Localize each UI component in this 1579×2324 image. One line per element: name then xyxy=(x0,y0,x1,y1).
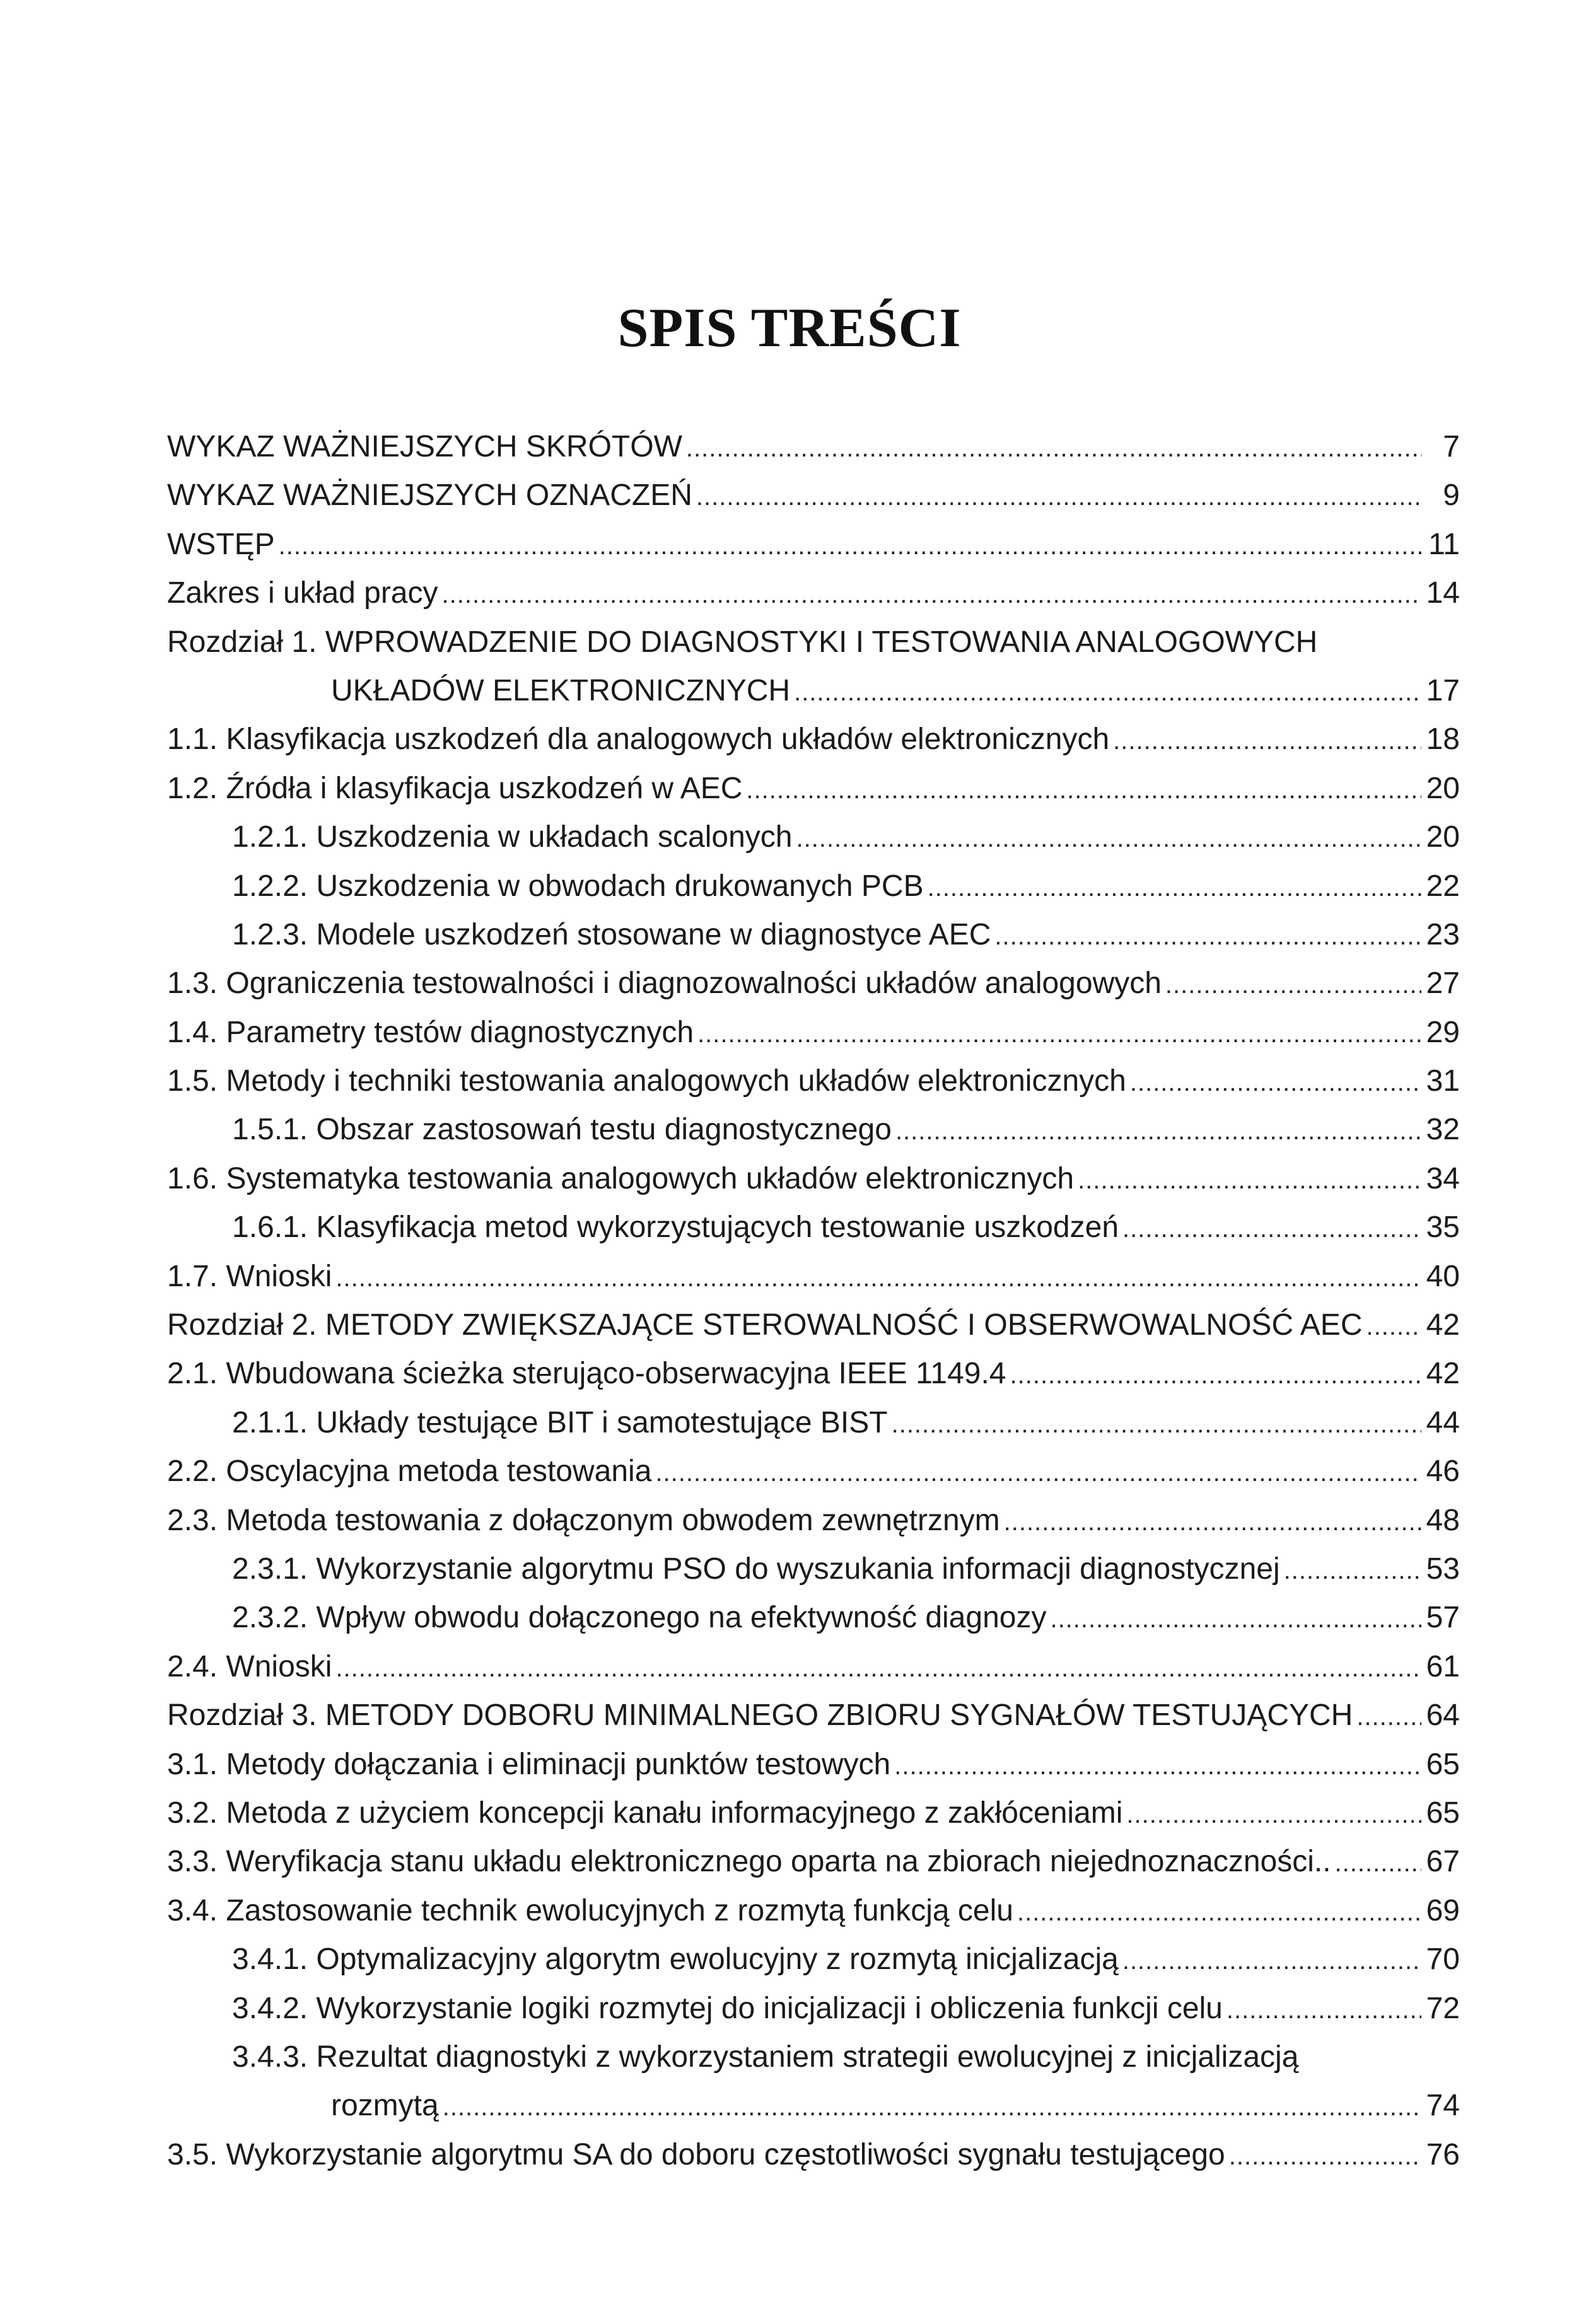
toc-entry-title: 1.1. Klasyfikacja uszkodzeń dla analogowych układów elektronicznych xyxy=(167,723,1110,757)
toc-entry xyxy=(167,569,1460,617)
toc-entry-title: Rozdział 1. WPROWADZENIE DO DIAGNOSTYKI I TESTOWANIA ANALOGOWYCH xyxy=(167,625,1318,659)
toc-entry xyxy=(167,1984,1460,2033)
toc-entry xyxy=(167,1886,1460,1935)
toc-entry-title: 2.1. Wbudowana ścieżka sterująco-obserwacyjna IEEE 1149.4 xyxy=(167,1357,1006,1391)
toc-entry xyxy=(167,2033,1460,2081)
toc-entry-page-number: 57 xyxy=(1426,1601,1460,1635)
toc-leader-dots xyxy=(696,473,1422,521)
toc-entry xyxy=(167,1837,1460,1886)
toc-entry xyxy=(167,1691,1460,1740)
toc-leader-dots xyxy=(1165,961,1421,1009)
toc-leader-dots xyxy=(1366,1303,1421,1351)
toc-entry-page-number: 61 xyxy=(1426,1649,1460,1683)
toc-entry-page-number: 65 xyxy=(1426,1747,1460,1781)
toc-entry xyxy=(167,1740,1460,1789)
toc-entry-page-number: 17 xyxy=(1426,673,1460,707)
toc-entry-page-number: 20 xyxy=(1426,771,1460,805)
toc-entry xyxy=(167,1105,1460,1154)
toc-entry-title: 3.3. Weryfikacja stanu układu elektronicznego oparta na zbiorach niejednoznaczności.. xyxy=(167,1845,1331,1879)
toc-entry xyxy=(167,1301,1460,1349)
toc-entry-page-number: 22 xyxy=(1426,869,1460,903)
toc-entry-title: 1.2.1. Uszkodzenia w układach scalonych xyxy=(232,820,793,854)
toc-leader-dots xyxy=(994,912,1421,961)
toc-entry xyxy=(167,715,1460,764)
toc-entry xyxy=(167,959,1460,1008)
toc-entry-page-number: 40 xyxy=(1426,1259,1460,1293)
toc-leader-dots xyxy=(443,2083,1421,2132)
toc-leader-dots xyxy=(1010,1351,1421,1400)
table-of-contents xyxy=(167,422,1460,2179)
toc-entry-title: 1.4. Parametry testów diagnostycznych xyxy=(167,1015,694,1049)
toc-leader-dots xyxy=(892,1400,1421,1449)
toc-entry-title: 2.3.2. Wpływ obwodu dołączonego na efektywność diagnozy xyxy=(232,1601,1047,1635)
toc-entry xyxy=(167,813,1460,861)
toc-entry-page-number: 48 xyxy=(1426,1503,1460,1537)
toc-entry xyxy=(167,1154,1460,1203)
toc-leader-dots xyxy=(1017,1888,1421,1937)
toc-entry-title: 2.4. Wnioski xyxy=(167,1649,332,1683)
toc-entry-title: 1.6.1. Klasyfikacja metod wykorzystujących testowanie uszkodzeń xyxy=(232,1211,1119,1245)
toc-entry-page-number: 76 xyxy=(1426,2137,1460,2171)
toc-leader-dots xyxy=(1126,1791,1421,1839)
toc-entry-page-number: 69 xyxy=(1426,1893,1460,1927)
toc-entry-title: 3.4.3. Rezultat diagnostyki z wykorzystaniem strategii ewolucyjnej z inicjalizacją xyxy=(232,2040,1299,2074)
toc-entry-title: 2.2. Oscylacyjna metoda testowania xyxy=(167,1455,652,1489)
toc-entry-title: WSTĘP xyxy=(167,527,275,561)
toc-entry xyxy=(167,666,1460,715)
toc-entry xyxy=(167,1057,1460,1105)
toc-entry-page-number: 14 xyxy=(1426,576,1460,610)
toc-entry xyxy=(167,520,1460,569)
toc-entry-page-number: 44 xyxy=(1426,1405,1460,1439)
toc-entry-title: WYKAZ WAŻNIEJSZYCH OZNACZEŃ xyxy=(167,479,692,513)
toc-entry xyxy=(167,1398,1460,1447)
toc-entry-title: 2.1.1. Układy testujące BIT i samotestujące BIST xyxy=(232,1405,888,1439)
toc-leader-dots xyxy=(655,1449,1421,1497)
toc-entry-page-number: 34 xyxy=(1426,1161,1460,1195)
toc-entry xyxy=(167,910,1460,959)
toc-leader-dots xyxy=(1122,1937,1421,1985)
toc-entry-page-number: 67 xyxy=(1426,1845,1460,1879)
toc-entry-page-number: 42 xyxy=(1426,1357,1460,1391)
toc-entry-title: WYKAZ WAŻNIEJSZYCH SKRÓTÓW xyxy=(167,430,682,463)
toc-entry xyxy=(167,1789,1460,1837)
toc-leader-dots xyxy=(1004,1498,1421,1547)
toc-leader-dots xyxy=(1226,1986,1421,2035)
toc-leader-dots xyxy=(1335,1839,1421,1888)
toc-entry-title: 3.1. Metody dołączania i eliminacji punktów testowych xyxy=(167,1747,891,1781)
toc-entry-title: 1.2. Źródła i klasyfikacja uszkodzeń w AEC xyxy=(167,771,743,805)
toc-entry-title: 1.3. Ograniczenia testowalności i diagnozowalności układów analogowych xyxy=(167,967,1162,1001)
toc-leader-dots xyxy=(442,571,1421,619)
toc-entry xyxy=(167,1252,1460,1301)
toc-entry-title: Zakres i układ pracy xyxy=(167,576,438,610)
toc-leader-dots xyxy=(1113,717,1421,765)
toc-entry-page-number: 27 xyxy=(1426,967,1460,1001)
toc-leader-dots xyxy=(697,1010,1421,1059)
toc-entry-title: 2.3.1. Wykorzystanie algorytmu PSO do wyszukania informacji diagnostycznej xyxy=(232,1552,1280,1586)
toc-entry-title: 1.7. Wnioski xyxy=(167,1259,332,1293)
toc-entry-page-number: 65 xyxy=(1426,1796,1460,1830)
toc-entry xyxy=(167,2081,1460,2130)
toc-entry-title: 3.4.2. Wykorzystanie logiki rozmytej do inicjalizacji i obliczenia funkcji celu xyxy=(232,1991,1223,2025)
toc-leader-dots xyxy=(1284,1547,1421,1595)
toc-entry-title: UKŁADÓW ELEKTRONICZNYCH xyxy=(331,673,791,707)
toc-entry-page-number: 70 xyxy=(1426,1943,1460,1977)
toc-leader-dots xyxy=(1229,2132,1421,2181)
toc-entry-page-number: 29 xyxy=(1426,1015,1460,1049)
toc-entry-page-number: 35 xyxy=(1426,1211,1460,1245)
toc-entry xyxy=(167,1935,1460,1984)
toc-leader-dots xyxy=(335,1254,1421,1303)
toc-entry xyxy=(167,862,1460,910)
page-title: SPIS TREŚCI xyxy=(617,298,962,359)
toc-entry-title: 1.2.2. Uszkodzenia w obwodach drukowanych PCB xyxy=(232,869,924,903)
toc-entry-page-number: 53 xyxy=(1426,1552,1460,1586)
toc-leader-dots xyxy=(794,668,1421,717)
toc-entry-page-number: 9 xyxy=(1443,479,1460,513)
toc-entry xyxy=(167,1593,1460,1642)
toc-entry xyxy=(167,1496,1460,1545)
toc-entry xyxy=(167,1008,1460,1057)
toc-entry-page-number: 74 xyxy=(1426,2089,1460,2123)
toc-entry-title: Rozdział 2. METODY ZWIĘKSZAJĄCE STEROWALNOŚĆ I OBSERWOWALNOŚĆ AEC xyxy=(167,1308,1363,1342)
toc-entry xyxy=(167,1203,1460,1252)
toc-entry xyxy=(167,1447,1460,1496)
toc-entry-page-number: 46 xyxy=(1426,1455,1460,1489)
toc-entry xyxy=(167,2130,1460,2179)
toc-leader-dots xyxy=(928,864,1421,912)
toc-leader-dots xyxy=(1356,1693,1421,1741)
toc-entry-title: 1.5. Metody i techniki testowania analogowych układów elektronicznych xyxy=(167,1064,1126,1098)
toc-entry-title: 1.2.3. Modele uszkodzeń stosowane w diagnostyce AEC xyxy=(232,917,991,951)
toc-entry-page-number: 31 xyxy=(1426,1064,1460,1098)
toc-entry-page-number: 42 xyxy=(1426,1308,1460,1342)
toc-entry-page-number: 11 xyxy=(1428,527,1460,561)
toc-entry-page-number: 23 xyxy=(1426,917,1460,951)
toc-leader-dots xyxy=(335,1644,1421,1693)
toc-entry-title: 2.3. Metoda testowania z dołączonym obwodem zewnętrznym xyxy=(167,1503,1000,1537)
toc-entry-page-number: 72 xyxy=(1426,1991,1460,2025)
toc-entry-title: Rozdział 3. METODY DOBORU MINIMALNEGO ZBIORU SYGNAŁÓW TESTUJĄCYCH xyxy=(167,1699,1353,1733)
toc-entry xyxy=(167,422,1460,471)
toc-leader-dots xyxy=(1050,1595,1421,1644)
toc-leader-dots xyxy=(1078,1156,1421,1205)
toc-leader-dots xyxy=(686,424,1422,473)
toc-entry xyxy=(167,764,1460,813)
toc-leader-dots xyxy=(1122,1205,1421,1253)
toc-leader-dots xyxy=(746,766,1421,815)
toc-entry xyxy=(167,1545,1460,1593)
toc-entry-page-number: 64 xyxy=(1426,1699,1460,1733)
toc-leader-dots xyxy=(796,815,1421,863)
toc-entry-title: 1.5.1. Obszar zastosowań testu diagnostycznego xyxy=(232,1113,892,1147)
toc-entry-title: rozmytą xyxy=(331,2089,439,2123)
toc-leader-dots xyxy=(894,1742,1421,1791)
toc-leader-dots xyxy=(1130,1059,1421,1107)
toc-entry-title: 3.4.1. Optymalizacyjny algorytm ewolucyjny z rozmytą inicjalizacją xyxy=(232,1943,1119,1977)
toc-entry-page-number: 7 xyxy=(1443,430,1460,463)
toc-entry-page-number: 20 xyxy=(1426,820,1460,854)
toc-entry xyxy=(167,618,1460,666)
toc-entry-title: 1.6. Systematyka testowania analogowych układów elektronicznych xyxy=(167,1161,1075,1195)
toc-entry-title: 3.2. Metoda z użyciem koncepcji kanału informacyjnego z zakłóceniami xyxy=(167,1796,1123,1830)
toc-entry xyxy=(167,471,1460,520)
toc-leader-dots xyxy=(279,522,1422,571)
toc-entry-page-number: 18 xyxy=(1426,723,1460,757)
toc-entry-title: 3.5. Wykorzystanie algorytmu SA do doboru częstotliwości sygnału testującego xyxy=(167,2137,1225,2171)
toc-entry-page-number: 32 xyxy=(1426,1113,1460,1147)
toc-leader-dots xyxy=(895,1107,1421,1156)
toc-entry xyxy=(167,1349,1460,1398)
toc-entry-title: 3.4. Zastosowanie technik ewolucyjnych z rozmytą funkcją celu xyxy=(167,1893,1013,1927)
toc-entry xyxy=(167,1642,1460,1691)
